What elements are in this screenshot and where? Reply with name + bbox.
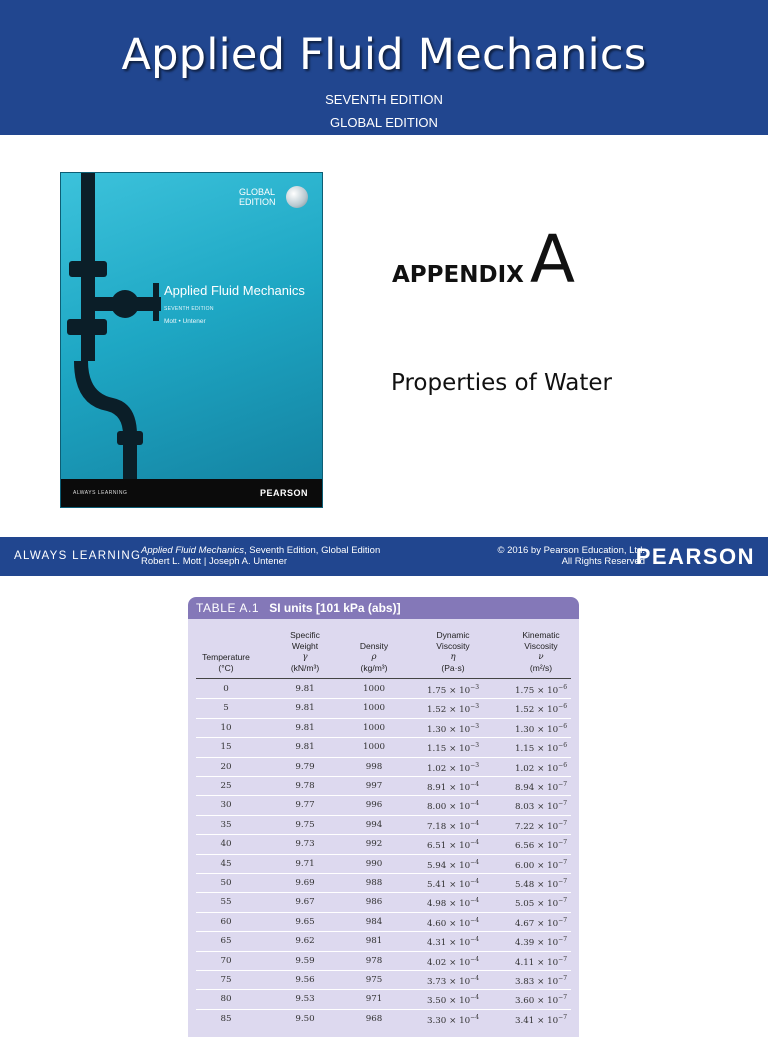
column-header: Density ρ (kg/m³) — [359, 641, 389, 673]
table-cell: $3.83 \times 10^{-7}$ — [514, 975, 568, 987]
table-cell: 9.75 — [295, 819, 315, 830]
row-separator — [196, 951, 571, 952]
table-cell: $5.05 \times 10^{-7}$ — [514, 897, 568, 910]
table-cell: 55 — [220, 897, 232, 908]
cover-footer — [61, 479, 322, 507]
table-cell: $8.00 \times 10^{-4}$ — [426, 800, 480, 813]
row-separator — [196, 873, 571, 874]
table-cell: $6.00 \times 10^{-7}$ — [514, 858, 568, 871]
table-cell: $4.31 \times 10^{-4}$ — [426, 936, 480, 949]
table-cell: 996 — [365, 800, 383, 811]
table-cell: 981 — [365, 936, 383, 947]
table-cell: $6.51 \times 10^{-4}$ — [426, 839, 480, 852]
table-cell: $1.52 \times 10^{-3}$ — [426, 703, 480, 716]
table-row — [188, 952, 579, 971]
table-cell: 9.67 — [295, 897, 315, 908]
appendix-subtitle: Properties of Water — [391, 370, 613, 396]
table-cell: 9.79 — [295, 761, 315, 772]
table-cell: $1.02 \times 10^{-3}$ — [426, 761, 480, 774]
table-cell: $3.60 \times 10^{-7}$ — [514, 994, 568, 1007]
table-cell: $4.60 \times 10^{-4}$ — [426, 916, 480, 929]
table-cell: 75 — [220, 975, 232, 985]
row-separator — [196, 776, 571, 777]
table-cell: 45 — [220, 858, 232, 869]
table-cell: $8.94 \times 10^{-7}$ — [514, 781, 568, 793]
table-row — [188, 913, 579, 932]
table-cell: 1000 — [362, 742, 386, 753]
table-cell: $7.22 \times 10^{-7}$ — [514, 819, 568, 832]
table-cell: 5 — [223, 703, 229, 714]
global-edition-badge: GLOBAL EDITION — [239, 187, 276, 207]
footer-banner — [0, 537, 768, 576]
pearson-logo: PEARSON — [635, 544, 755, 569]
table-row — [188, 777, 579, 796]
table-cell: 968 — [365, 1013, 383, 1024]
table-cell: 9.71 — [295, 858, 315, 869]
table-cell: $4.11 \times 10^{-7}$ — [514, 955, 568, 968]
cover-edition: SEVENTH EDITION — [164, 306, 214, 312]
table-row — [188, 835, 579, 854]
column-header: Kinematic Viscosity ν (m²/s) — [522, 630, 560, 673]
pipe-valve-illustration — [61, 173, 322, 507]
row-separator — [196, 970, 571, 971]
table-cell: 1000 — [362, 684, 386, 694]
header-rule — [196, 678, 571, 679]
table-cell: 35 — [220, 819, 232, 830]
table-cell: 60 — [220, 916, 232, 927]
row-separator — [196, 757, 571, 758]
table-cell: 971 — [365, 994, 383, 1005]
table-cell: $1.52 \times 10^{-6}$ — [514, 703, 568, 716]
table-label: TABLE A.1 — [196, 601, 260, 615]
table-cell: $4.39 \times 10^{-7}$ — [514, 936, 568, 949]
table-cell: 9.73 — [295, 839, 315, 850]
table-row — [188, 816, 579, 835]
row-separator — [196, 718, 571, 719]
appendix-letter: A — [529, 221, 576, 298]
table-cell: 70 — [220, 955, 232, 966]
table-cell: $5.48 \times 10^{-7}$ — [514, 878, 568, 890]
table-cell: $8.03 \times 10^{-7}$ — [514, 800, 568, 813]
table-header — [188, 619, 579, 677]
table-row — [188, 971, 579, 990]
table-row — [188, 855, 579, 874]
table-cell: $3.30 \times 10^{-4}$ — [426, 1013, 480, 1026]
table-cell: $3.73 \times 10^{-4}$ — [426, 975, 480, 987]
table-cell: 997 — [365, 781, 383, 791]
table-row — [188, 738, 579, 757]
table-cell: 9.77 — [295, 800, 315, 811]
table-cell: 1000 — [362, 722, 386, 733]
table-cell: $1.02 \times 10^{-6}$ — [514, 761, 568, 774]
globe-icon — [286, 186, 308, 208]
table-cell: $5.41 \times 10^{-4}$ — [426, 878, 480, 890]
table-cell: 20 — [220, 761, 232, 772]
table-cell: $6.56 \times 10^{-7}$ — [514, 839, 568, 852]
table-cell: 986 — [365, 897, 383, 908]
book-citation — [141, 545, 380, 567]
column-header: Specific Weight γ (kN/m³) — [290, 630, 320, 673]
table-cell: $4.67 \times 10^{-7}$ — [514, 916, 568, 929]
table-cell: 85 — [220, 1013, 232, 1024]
table-row — [188, 990, 579, 1009]
table-row — [188, 719, 579, 738]
title-banner — [0, 0, 768, 135]
table-cell: 40 — [220, 839, 232, 850]
table-row — [188, 874, 579, 893]
cover-always-learning: ALWAYS LEARNING — [73, 490, 128, 496]
table-row — [188, 932, 579, 951]
table-cell: 998 — [365, 761, 383, 772]
table-cell: 990 — [365, 858, 383, 869]
row-separator — [196, 795, 571, 796]
table-row — [188, 1010, 579, 1029]
table-cell: $1.75 \times 10^{-3}$ — [426, 684, 480, 696]
table-cell: 1000 — [362, 703, 386, 714]
row-separator — [196, 989, 571, 990]
cover-authors: Mott • Untener — [164, 318, 206, 325]
table-cell: 9.69 — [295, 878, 315, 888]
table-cell: 50 — [220, 878, 232, 888]
global-edition-label: GLOBAL EDITION — [330, 115, 438, 130]
table-cell: 9.81 — [295, 684, 315, 694]
row-separator — [196, 698, 571, 699]
table-cell: 15 — [220, 742, 232, 753]
table-cell: 9.56 — [295, 975, 315, 985]
table-cell: 30 — [220, 800, 232, 811]
appendix-heading — [392, 221, 575, 298]
table-cell: $3.41 \times 10^{-7}$ — [514, 1013, 568, 1026]
row-separator — [196, 1009, 571, 1010]
edition-label: SEVENTH EDITION — [325, 92, 443, 107]
table-caption — [188, 597, 579, 619]
table-cell: 9.81 — [295, 703, 315, 714]
table-cell: $3.50 \times 10^{-4}$ — [426, 994, 480, 1007]
table-cell: 9.62 — [295, 936, 315, 947]
table-cell: 80 — [220, 994, 232, 1005]
table-cell: 0 — [223, 684, 229, 694]
table-units: SI units [101 kPa (abs)] — [269, 601, 401, 615]
citation-authors: Robert L. Mott | Joseph A. Untener — [141, 556, 288, 567]
table-cell: 9.65 — [295, 916, 315, 927]
book-title: Applied Fluid Mechanics — [121, 30, 647, 80]
table-cell: $1.15 \times 10^{-6}$ — [514, 742, 568, 755]
row-separator — [196, 931, 571, 932]
table-cell: 9.59 — [295, 955, 315, 966]
table-cell: $4.02 \times 10^{-4}$ — [426, 955, 480, 968]
table-cell: 978 — [365, 955, 383, 966]
table-cell: 994 — [365, 819, 383, 830]
table-cell: 9.50 — [295, 1013, 315, 1024]
table-cell: $1.15 \times 10^{-3}$ — [426, 742, 480, 755]
table-row — [188, 893, 579, 912]
table-cell: 9.53 — [295, 994, 315, 1005]
table-cell: 25 — [220, 781, 232, 791]
table-row — [188, 758, 579, 777]
table-cell: 65 — [220, 936, 232, 947]
table-cell: 992 — [365, 839, 383, 850]
table-row — [188, 699, 579, 718]
book-cover-image — [61, 173, 322, 507]
column-header: Dynamic Viscosity η (Pa·s) — [436, 630, 470, 673]
table-cell: $1.30 \times 10^{-6}$ — [514, 722, 568, 735]
table-cell: 9.78 — [295, 781, 315, 791]
row-separator — [196, 892, 571, 893]
appendix-word: APPENDIX — [392, 262, 524, 288]
table-cell: 9.81 — [295, 722, 315, 733]
cover-title: Applied Fluid Mechanics — [164, 283, 305, 298]
table-cell: 988 — [365, 878, 383, 888]
table-cell: $4.98 \times 10^{-4}$ — [426, 897, 480, 910]
table-cell: $1.30 \times 10^{-3}$ — [426, 722, 480, 735]
row-separator — [196, 854, 571, 855]
always-learning-label: ALWAYS LEARNING — [14, 550, 142, 562]
table-cell: 984 — [365, 916, 383, 927]
row-separator — [196, 815, 571, 816]
copyright-notice: © 2016 by Pearson Education, Ltd. All Rights Reserved — [497, 545, 645, 567]
table-cell: 975 — [365, 975, 383, 985]
citation-edition: , Seventh Edition, Global Edition — [243, 545, 381, 556]
table-row — [188, 796, 579, 815]
table-cell: 10 — [220, 722, 232, 733]
citation-book-title: Applied Fluid Mechanics — [141, 545, 244, 556]
row-separator — [196, 834, 571, 835]
cover-pearson-logo: PEARSON — [259, 488, 308, 498]
row-separator — [196, 912, 571, 913]
table-cell: $1.75 \times 10^{-6}$ — [514, 684, 568, 696]
water-properties-table — [188, 597, 579, 1037]
table-cell: $8.91 \times 10^{-4}$ — [426, 781, 480, 793]
table-row — [188, 680, 579, 699]
row-separator — [196, 737, 571, 738]
table-cell: $7.18 \times 10^{-4}$ — [426, 819, 480, 832]
table-cell: 9.81 — [295, 742, 315, 753]
table-cell: $5.94 \times 10^{-4}$ — [426, 858, 480, 871]
column-header: Temperature (°C) — [202, 652, 250, 673]
